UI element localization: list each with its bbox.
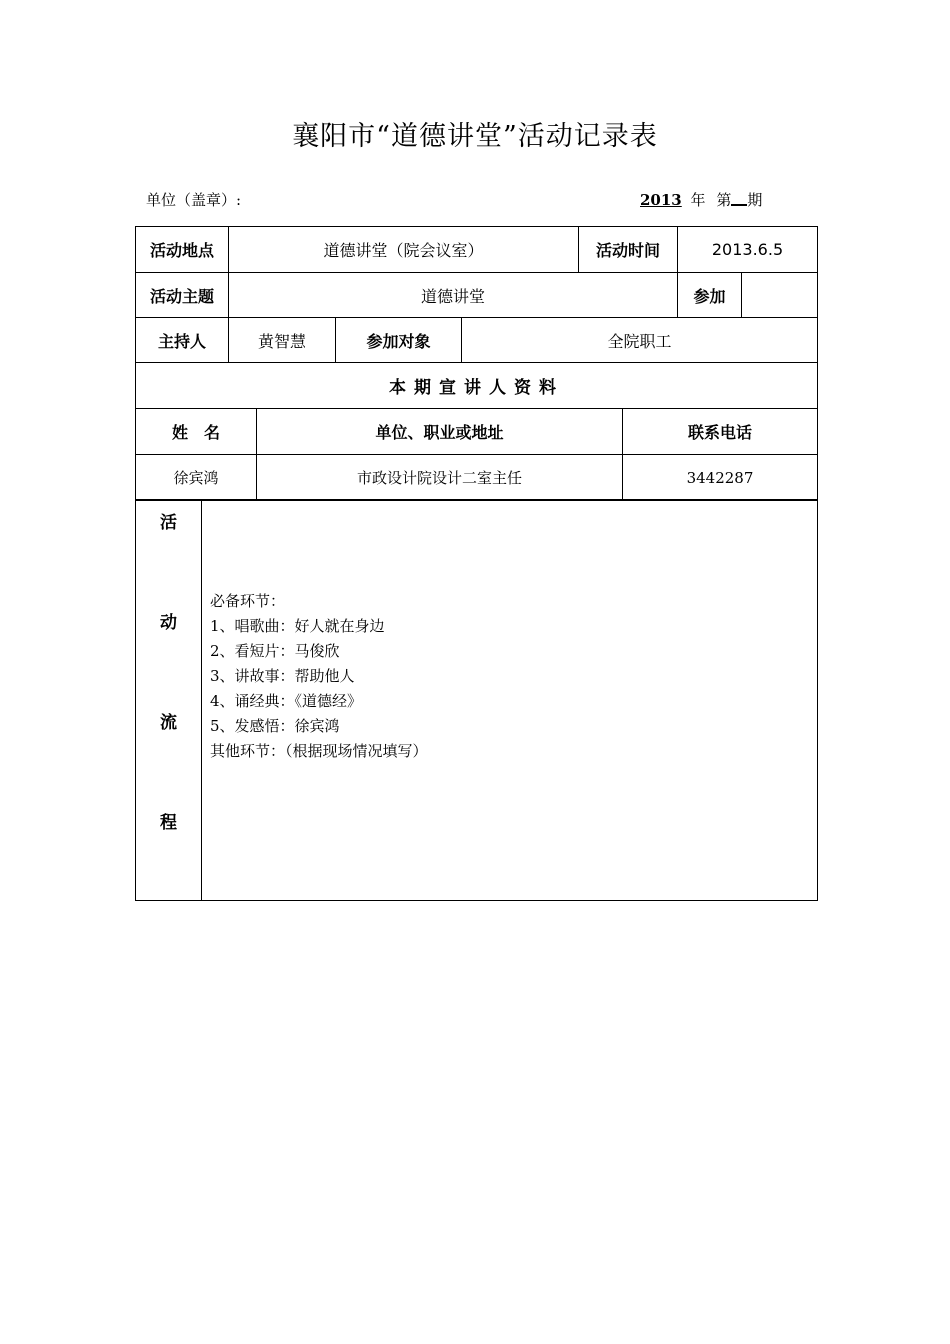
host-value: 黄智慧 [229,318,336,363]
flow-line: 4、诵经典：《道德经》 [210,692,363,710]
audience-value: 全院职工 [462,318,818,363]
issue-blank [731,190,747,206]
column-header-phone: 联系电话 [623,409,818,455]
flow-line: 必备环节： [210,592,286,610]
flow-label-char: 活 [160,513,177,533]
venue-label: 活动地点 [136,227,229,273]
speaker-phone: 3442287 [623,455,818,501]
page-title: 襄阳市“道德讲堂”活动记录表 [292,121,658,152]
activity-flow-content [202,500,818,901]
issue-suffix: 期 [747,191,763,209]
flow-line: 2、看短片：马俊欣 [210,642,340,660]
theme-label: 活动主题 [136,273,229,318]
time-value: 2013.6.5 [678,227,818,273]
unit-stamp-label: 单位（盖章）: [146,191,242,209]
speaker-table [135,408,818,501]
speaker-unit: 市政设计院设计二室主任 [257,455,623,501]
year-suffix: 年 [690,191,706,209]
column-header-name: 姓 名 [136,409,257,455]
flow-label-char: 程 [160,813,177,833]
activity-flow-label [136,500,202,901]
host-label: 主持人 [136,318,229,363]
year-value: 2013 [640,191,682,209]
flow-line: 其他环节：（根据现场情况填写） [210,742,428,760]
time-label: 活动时间 [579,227,678,273]
period-line [640,189,762,210]
theme-row [135,272,818,318]
issue-prefix: 第 [716,191,732,209]
host-row [135,317,818,363]
speaker-header-row [136,409,818,455]
venue-time-row [135,226,818,273]
speaker-heading-row [135,362,818,409]
flow-line: 3、讲故事：帮助他人 [210,667,355,685]
speaker-section-heading: 本期宣讲人资料 [136,363,818,409]
flow-line: 5、发感悟：徐宾鸿 [210,717,340,735]
column-header-unit: 单位、职业或地址 [257,409,623,455]
speaker-name: 徐宾鸿 [136,455,257,501]
flow-line: 1、唱歌曲：好人就在身边 [210,617,385,635]
activity-flow-table [135,499,818,901]
table-row [136,455,818,501]
theme-value: 道德讲堂 [229,273,678,318]
attend-label: 参加 [678,273,742,318]
attend-value [742,273,818,318]
audience-label: 参加对象 [336,318,462,363]
flow-label-char: 流 [160,713,177,733]
flow-label-char: 动 [160,613,177,633]
venue-value: 道德讲堂（院会议室） [229,227,579,273]
